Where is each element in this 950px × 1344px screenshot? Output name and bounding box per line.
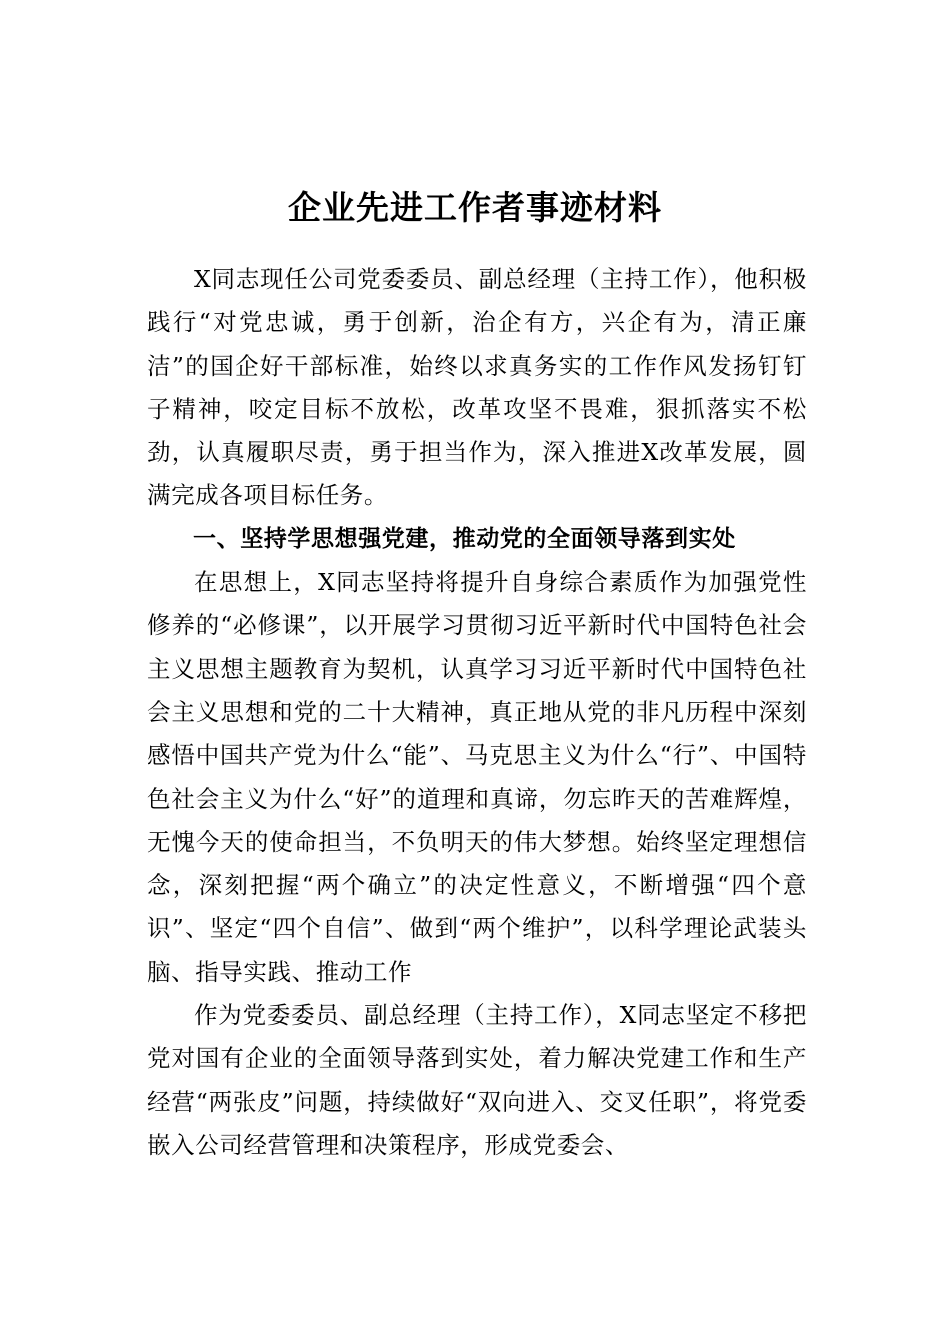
document-body [147, 258, 807, 1167]
leadership-paragraph: 作为党委委员、副总经理（主持工作），X同志坚定不移把党对国有企业的全面领导落到实处，着力解决党建工作和生产经营“两张皮”问题，持续做好“双向进入、交叉任职”，将党委嵌入公司经营管理和决策程序，形成党委会、 [147, 1001, 807, 1159]
intro-paragraph: X同志现任公司党委委员、副总经理（主持工作），他积极践行“对党忠诚，勇于创新，治企有方，兴企有为，清正廉洁”的国企好干部标准，始终以求真务实的工作作风发扬钉钉子精神，咬定目标不放松，改革攻坚不畏难，狠抓落实不松劲，认真履职尽责，勇于担当作为，深入推进X改革发展，圆满完成各项目标任务。 [147, 265, 807, 510]
section-heading-1: 一、坚持学思想强党建，推动党的全面领导落到实处 [193, 525, 736, 552]
thought-paragraph: 在思想上，X同志坚持将提升自身综合素质作为加强党性修养的“必修课”，以开展学习贯彻习近平新时代中国特色社会主义思想主题教育为契机，认真学习习近平新时代中国特色社会主义思想和党的二十大精神，真正地从党的非凡历程中深刻感悟中国共产党为什么“能”、马克思主义为什么“行”、中国特色社会主义为什么“好”的道理和真谛，勿忘昨天的苦难辉煌，无愧今天的使命担当，不负明天的伟大梦想。始终坚定理想信念，深刻把握“两个确立”的决定性意义，不断增强“四个意识”、坚定“四个自信”、做到“两个维护”，以科学理论武装头脑、指导实践、推动工作 [147, 568, 807, 986]
document-title: 企业先进工作者事迹材料 [288, 188, 662, 228]
